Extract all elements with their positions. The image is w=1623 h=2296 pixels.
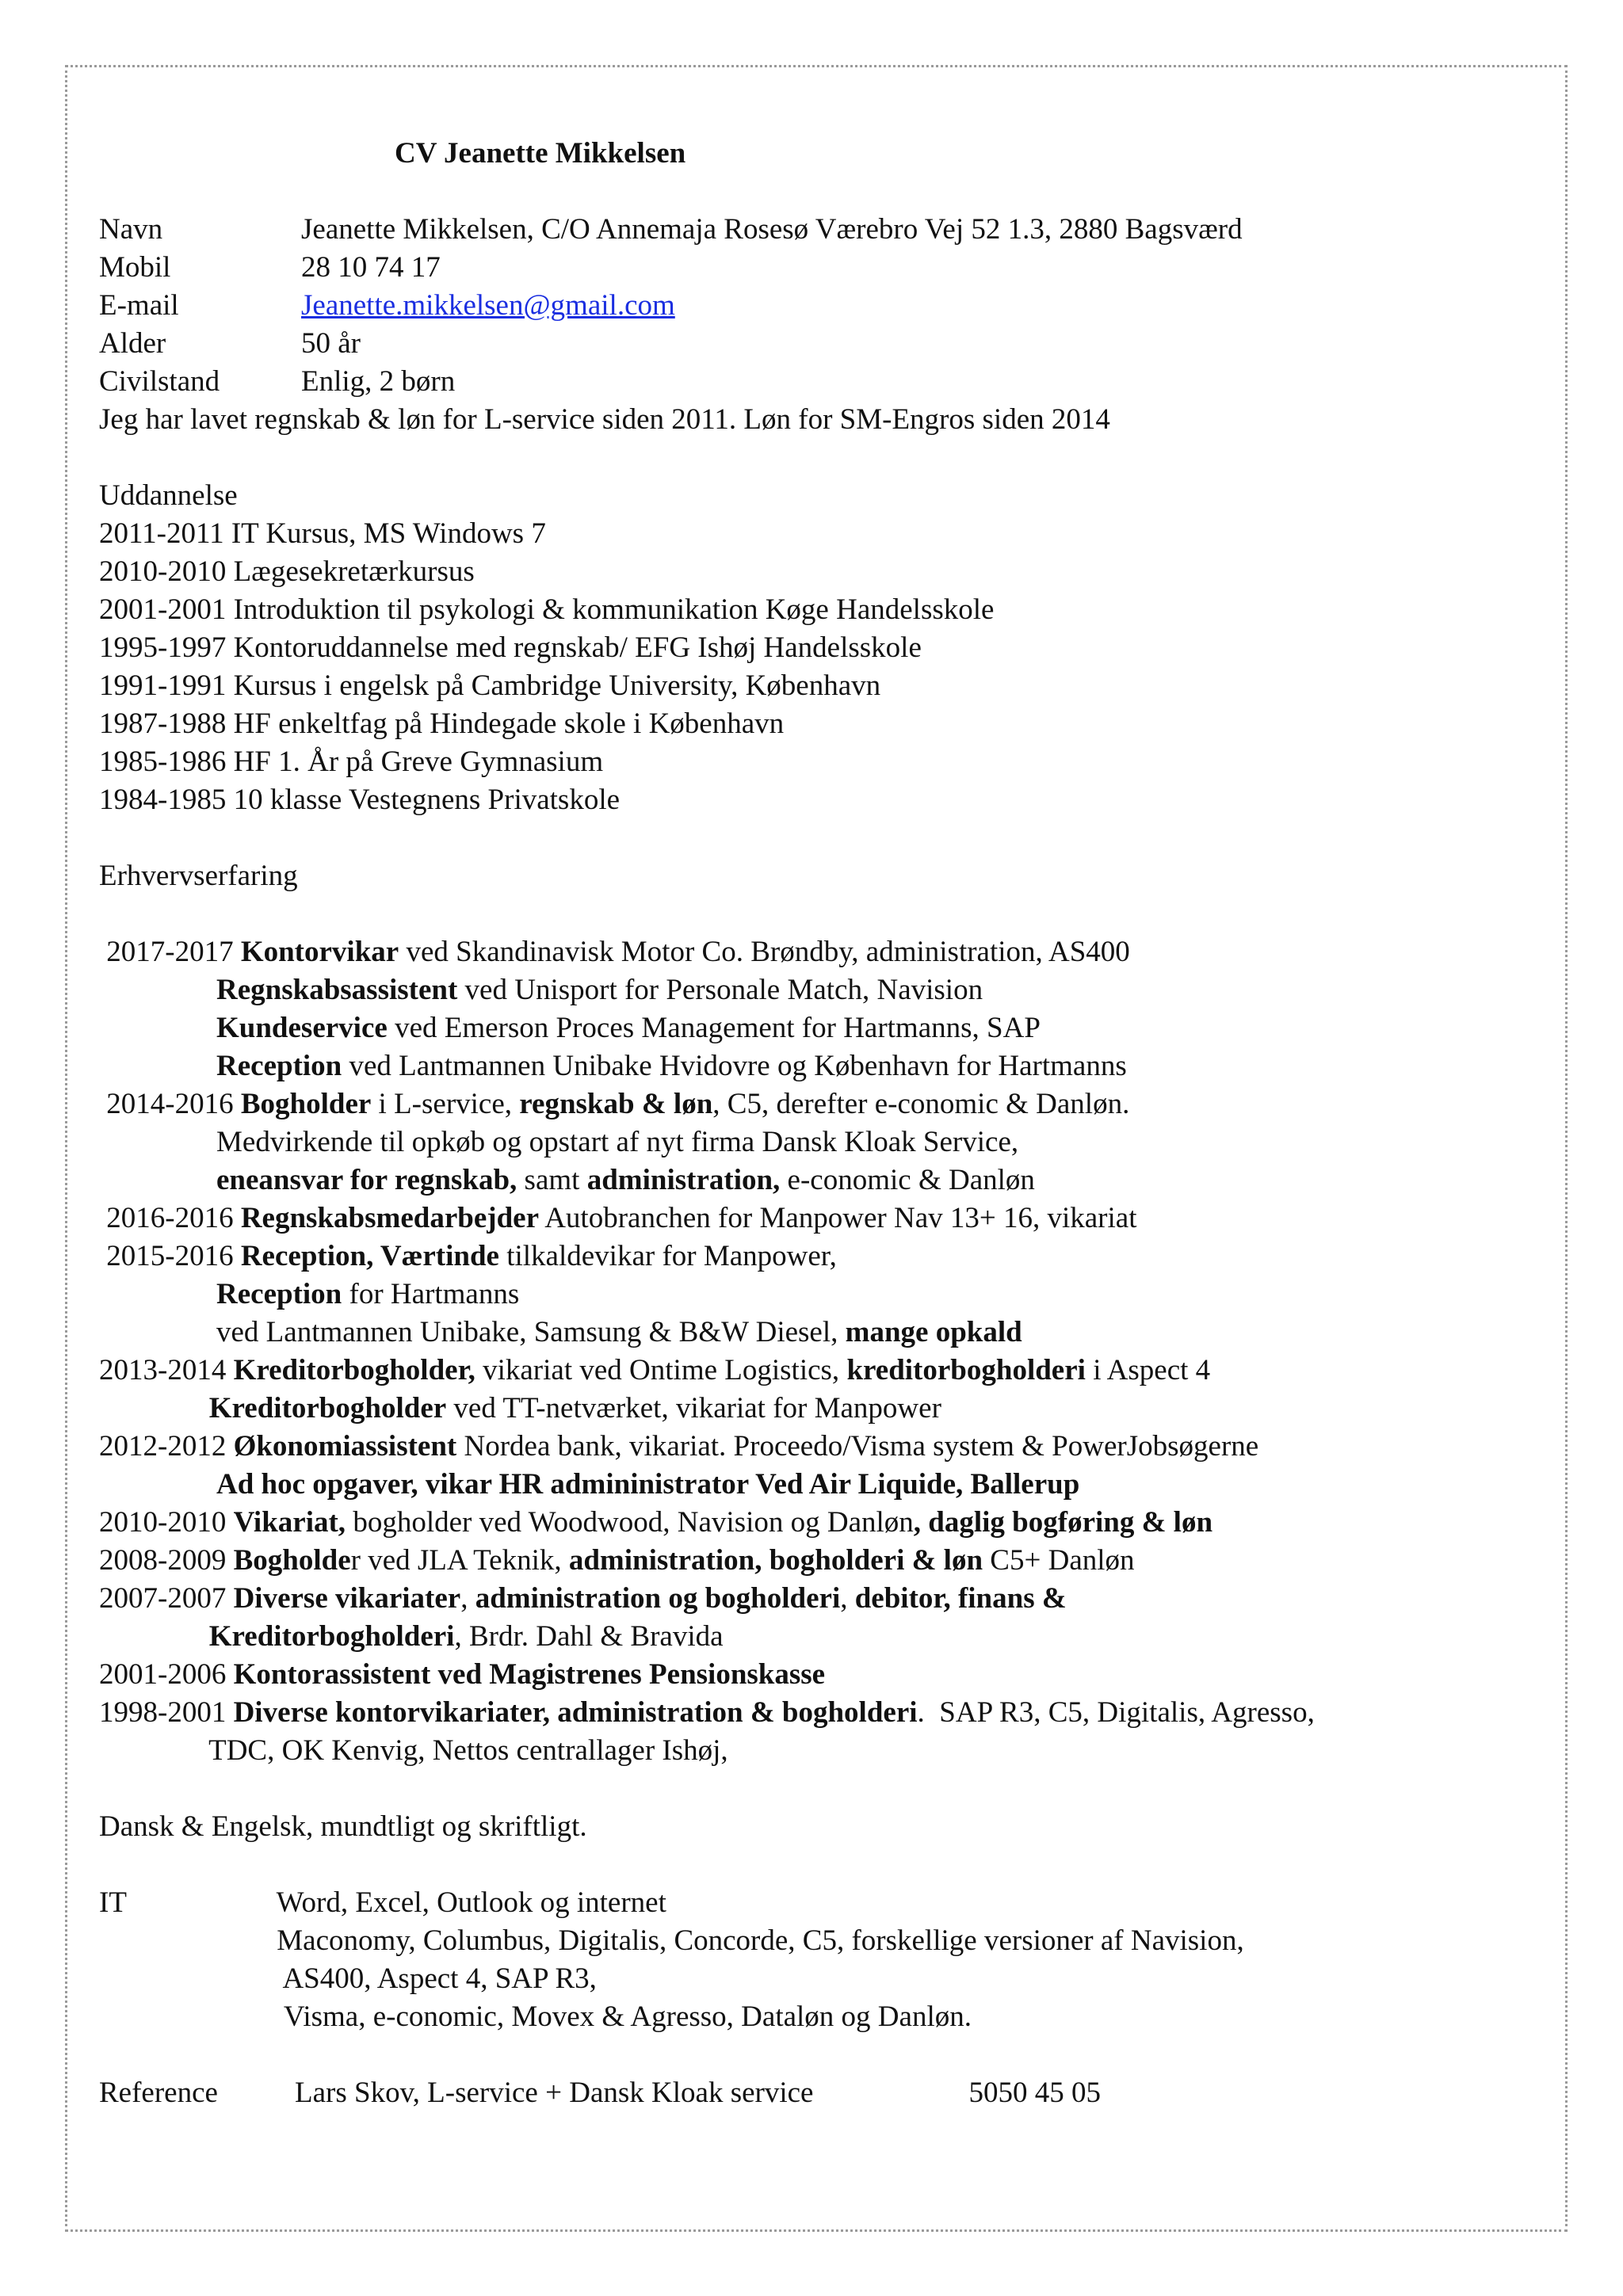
experience-bold-text: Ad hoc opgaver, vikar HR admininistrator Ved Air Liquide, Ballerup: [216, 1468, 1080, 1501]
experience-text: 1998-2001: [99, 1696, 234, 1729]
experience-line: [99, 1276, 1526, 1314]
experience-bold-text: debitor, finans &: [854, 1582, 1067, 1615]
alder-value: 50 år: [301, 327, 361, 360]
email-label: E-mail: [99, 289, 179, 322]
experience-line: [99, 933, 1526, 971]
it-line: [99, 1922, 1526, 1960]
education-item: 2011-2011 IT Kursus, MS Windows 7: [99, 517, 546, 550]
navn-value: Jeanette Mikkelsen, C/O Annemaja Rosesø Værebro Vej 52 1.3, 2880 Bagsværd: [301, 213, 1243, 246]
experience-text: 2017-2017: [99, 936, 241, 968]
experience-text: 2007-2007: [99, 1582, 234, 1615]
experience-text: 2016-2016: [99, 1202, 241, 1234]
experience-bold-text: Kreditorbogholder: [208, 1392, 447, 1425]
education-heading: Uddannelse: [99, 479, 238, 512]
experience-list: [99, 933, 1526, 1770]
education-item: 1995-1997 Kontoruddannelse med regnskab/ EFG Ishøj Handelsskole: [99, 631, 922, 664]
experience-line: [99, 1542, 1526, 1580]
education-item: 1987-1988 HF enkeltfag på Hindegade skole i København: [99, 707, 785, 740]
experience-text: [99, 1392, 209, 1425]
experience-bold-text: Kontorvikar: [240, 936, 399, 968]
experience-text: [99, 974, 216, 1006]
experience-bold-text: eneansvar for regnskab,: [216, 1164, 517, 1196]
experience-text: 2001-2006: [99, 1658, 234, 1691]
mobil-value: 28 10 74 17: [301, 251, 441, 284]
experience-line: [99, 971, 1526, 1009]
experience-text: [99, 1050, 216, 1082]
experience-line: [99, 1618, 1526, 1656]
experience-bold-text: regnskab & løn: [519, 1088, 713, 1120]
experience-text: [99, 1012, 216, 1044]
experience-text: ved Emerson Proces Management for Hartmanns, SAP: [387, 1012, 1041, 1044]
summary-text: Jeg har lavet regnskab & løn for L-service siden 2011. Løn for SM-Engros siden 2014: [99, 403, 1110, 436]
experience-text: ved TT-netværket, vikariat for Manpower: [446, 1392, 941, 1425]
experience-text: tilkaldevikar for Manpower,: [498, 1240, 837, 1272]
experience-bold-text: Kreditorbogholderi: [208, 1620, 455, 1653]
experience-text: bogholder ved Woodwood, Navision og Danløn: [346, 1506, 914, 1539]
experience-bold-text: Reception: [216, 1278, 342, 1310]
it-skill-text: Maconomy, Columbus, Digitalis, Concorde, C5, forskellige versioner af Navision,: [269, 1924, 1244, 1957]
experience-bold-text: Bogholder: [240, 1088, 372, 1120]
it-section: [99, 1884, 1526, 2036]
it-line: [99, 1960, 1526, 1998]
experience-bold-text: administration og bogholderi: [475, 1582, 841, 1615]
experience-line: [99, 1466, 1526, 1504]
experience-text: 2012-2012: [99, 1430, 234, 1463]
education-item: 2001-2001 Introduktion til psykologi & kommunikation Køge Handelsskole: [99, 593, 995, 626]
education-item: 1984-1985 10 klasse Vestegnens Privatskole: [99, 784, 621, 816]
experience-line: [99, 1085, 1526, 1123]
experience-bold-text: Reception: [216, 1050, 342, 1082]
experience-text: ved Unisport for Personale Match, Navision: [457, 974, 983, 1006]
experience-bold-text: kreditorbogholderi: [846, 1354, 1086, 1386]
mobil-row: [99, 249, 1526, 287]
email-row: [99, 287, 1526, 325]
experience-line: [99, 1694, 1526, 1732]
experience-heading: Erhvervserfaring: [99, 860, 298, 892]
experience-text: , C5, derefter e-conomic & Danløn.: [712, 1088, 1130, 1120]
email-link[interactable]: Jeanette.mikkelsen@gmail.com: [301, 289, 675, 322]
alder-label: Alder: [99, 327, 166, 360]
experience-text: [99, 1468, 216, 1501]
experience-line: [99, 1009, 1526, 1047]
experience-line: [99, 1314, 1526, 1352]
experience-bold-text: Økonomiassistent: [233, 1430, 457, 1463]
experience-bold-text: administration, bogholderi & løn: [568, 1544, 983, 1577]
experience-line: [99, 1161, 1526, 1199]
experience-text: vikariat ved Ontime Logistics,: [475, 1354, 847, 1386]
alder-row: [99, 325, 1526, 363]
civilstand-label: Civilstand: [99, 365, 220, 398]
experience-text: ,: [460, 1582, 475, 1615]
it-skill-text: AS400, Aspect 4, SAP R3,: [269, 1962, 597, 1995]
experience-line: [99, 1390, 1526, 1428]
experience-text: 2013-2014: [99, 1354, 234, 1386]
navn-label: Navn: [99, 213, 163, 246]
it-label: IT: [99, 1886, 127, 1919]
education-item: 1985-1986 HF 1. År på Greve Gymnasium: [99, 746, 604, 778]
experience-text: Autobranchen for Manpower Nav 13+ 16, vikariat: [539, 1202, 1137, 1234]
experience-bold-text: administration,: [586, 1164, 781, 1196]
experience-text: . SAP R3, C5, Digitalis, Agresso,: [917, 1696, 1315, 1729]
experience-text: ,: [840, 1582, 855, 1615]
experience-text: [99, 1278, 216, 1310]
experience-text: ved Lantmannen Unibake Hvidovre og København for Hartmanns: [342, 1050, 1127, 1082]
experience-text: for Hartmanns: [342, 1278, 520, 1310]
reference-row: [99, 2074, 1526, 2112]
reference-phone: 5050 45 05: [968, 2077, 1101, 2109]
it-line: [99, 1884, 1526, 1922]
it-skill-text: Visma, e-conomic, Movex & Agresso, Dataløn og Danløn.: [269, 2000, 972, 2033]
experience-line: [99, 1199, 1526, 1238]
experience-text: r ved JLA Teknik,: [350, 1544, 569, 1577]
experience-line: [99, 1580, 1526, 1618]
experience-bold-text: Regnskabsassistent: [216, 974, 458, 1006]
experience-line: [99, 1047, 1526, 1085]
experience-bold-text: Kontorassistent ved Magistrenes Pensionskasse: [233, 1658, 826, 1691]
experience-text: 2008-2009: [99, 1544, 234, 1577]
experience-bold-text: Diverse kontorvikariater, administration & bogholderi: [233, 1696, 918, 1729]
experience-text: C5+ Danløn: [983, 1544, 1135, 1577]
experience-line: [99, 1352, 1526, 1390]
experience-text: 2015-2016: [99, 1240, 241, 1272]
experience-line: [99, 1428, 1526, 1466]
experience-text: i L-service,: [371, 1088, 520, 1120]
experience-bold-text: Vikariat,: [233, 1506, 346, 1539]
mobil-label: Mobil: [99, 251, 171, 284]
education-item: 2010-2010 Lægesekretærkursus: [99, 555, 475, 588]
languages-text: Dansk & Engelsk, mundtligt og skriftligt.: [99, 1810, 587, 1843]
experience-bold-text: Diverse vikariater: [233, 1582, 461, 1615]
experience-text: [99, 1316, 216, 1348]
experience-text: Nordea bank, vikariat. Proceedo/Visma system & PowerJobsøgerne: [456, 1430, 1259, 1463]
navn-row: [99, 211, 1526, 249]
experience-line: [99, 1656, 1526, 1694]
experience-text: ved Skandinavisk Motor Co. Brøndby, administration, AS400: [399, 936, 1130, 968]
education-item: 1991-1991 Kursus i engelsk på Cambridge University, København: [99, 669, 881, 702]
it-skill-text: Word, Excel, Outlook og internet: [269, 1886, 666, 1919]
experience-bold-text: mange opkald: [845, 1316, 1022, 1348]
cv-document: [99, 135, 1526, 2112]
experience-line: [99, 1504, 1526, 1542]
experience-line: [99, 1732, 1526, 1770]
experience-bold-text: Regnskabsmedarbejder: [240, 1202, 539, 1234]
experience-line: [99, 1238, 1526, 1276]
experience-bold-text: , daglig bogføring & løn: [913, 1506, 1213, 1539]
experience-text: 2014-2016: [99, 1088, 241, 1120]
experience-line: [99, 1123, 1526, 1161]
experience-text: samt: [517, 1164, 587, 1196]
civilstand-row: [99, 363, 1526, 401]
experience-text: [99, 1126, 216, 1158]
experience-text: TDC, OK Kenvig, Nettos centrallager Ishøj,: [208, 1734, 728, 1767]
experience-bold-text: Bogholde: [233, 1544, 351, 1577]
cv-title: CV Jeanette Mikkelsen: [395, 137, 686, 170]
experience-text: i Aspect 4: [1085, 1354, 1211, 1386]
reference-label: Reference: [99, 2077, 218, 2109]
experience-text: Medvirkende til opkøb og opstart af nyt firma Dansk Kloak Service,: [216, 1126, 1019, 1158]
reference-person: Lars Skov, L-service + Dansk Kloak service: [295, 2077, 814, 2109]
experience-bold-text: Kreditorbogholder,: [233, 1354, 475, 1386]
experience-text: 2010-2010: [99, 1506, 234, 1539]
experience-bold-text: Reception, Værtinde: [240, 1240, 499, 1272]
it-line: [99, 1998, 1526, 2036]
education-list: [99, 515, 1526, 819]
experience-text: [99, 1164, 216, 1196]
experience-bold-text: Kundeservice: [216, 1012, 388, 1044]
experience-text: [99, 1620, 209, 1653]
experience-text: , Brdr. Dahl & Bravida: [454, 1620, 724, 1653]
civilstand-value: Enlig, 2 børn: [301, 365, 456, 398]
experience-text: ved Lantmannen Unibake, Samsung & B&W Diesel,: [216, 1316, 846, 1348]
experience-text: e-conomic & Danløn: [780, 1164, 1035, 1196]
experience-text: [99, 1734, 208, 1767]
